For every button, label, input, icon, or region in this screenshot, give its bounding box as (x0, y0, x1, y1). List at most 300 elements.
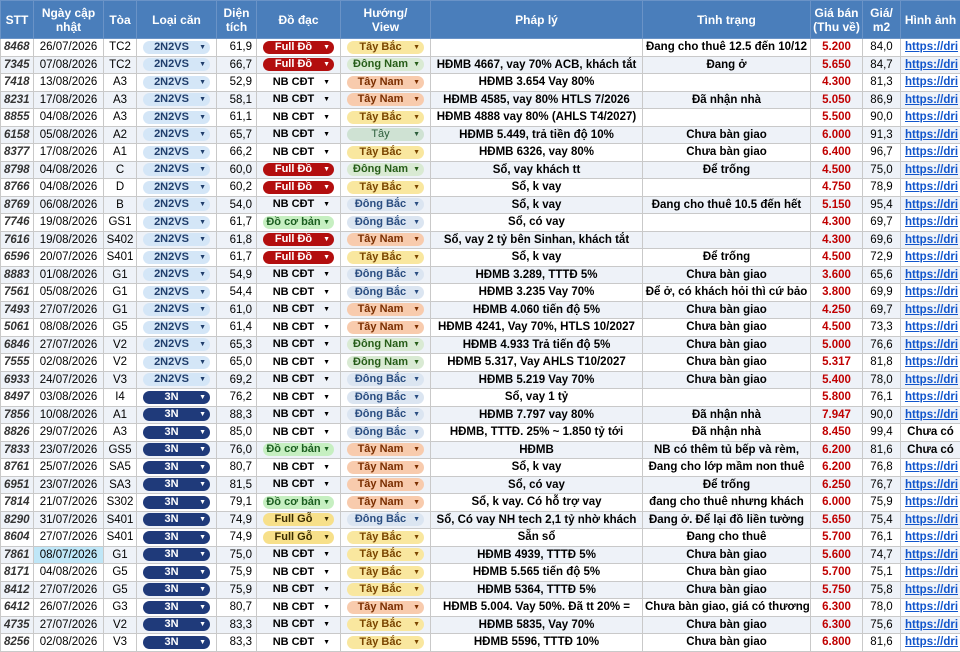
building-cell[interactable]: V3 (104, 634, 137, 652)
direction-dropdown[interactable] (347, 111, 424, 124)
chevron-down-icon[interactable]: ▼ (323, 446, 330, 454)
chevron-down-icon[interactable]: ▼ (323, 533, 330, 541)
table-row[interactable] (1, 581, 960, 599)
stt-cell[interactable]: 8290 (1, 511, 34, 529)
table-row[interactable] (1, 126, 960, 144)
area-cell[interactable]: 54,9 (217, 266, 257, 284)
column-header[interactable]: Hướng/ View (341, 1, 431, 39)
image-link[interactable]: https://dri (901, 494, 960, 512)
unit-type-dropdown[interactable] (143, 391, 210, 404)
price-per-m2-cell[interactable]: 76,6 (863, 336, 901, 354)
furniture-cell[interactable] (257, 459, 341, 477)
building-cell[interactable]: TC2 (104, 56, 137, 74)
date-cell[interactable]: 27/07/2026 (34, 301, 104, 319)
stt-cell[interactable]: 8766 (1, 179, 34, 197)
furniture-cell[interactable] (257, 196, 341, 214)
direction-dropdown[interactable] (347, 321, 424, 334)
furniture-cell[interactable] (257, 634, 341, 652)
direction-dropdown[interactable] (347, 461, 424, 474)
status-cell[interactable]: Để trống (643, 161, 811, 179)
chevron-down-icon[interactable]: ▼ (199, 236, 206, 244)
status-cell[interactable]: Để ở, có khách hỏi thì cứ bảo (643, 284, 811, 302)
chevron-down-icon[interactable]: ▼ (323, 131, 330, 139)
furniture-cell[interactable] (257, 494, 341, 512)
unit-type-cell[interactable] (137, 634, 217, 652)
table-row[interactable] (1, 371, 960, 389)
column-header[interactable]: Hình ảnh (901, 1, 960, 39)
date-cell[interactable]: 27/07/2026 (34, 581, 104, 599)
price-cell[interactable]: 4.500 (811, 249, 863, 267)
table-row[interactable] (1, 424, 960, 442)
unit-type-dropdown[interactable] (143, 618, 210, 631)
date-cell[interactable]: 06/08/2026 (34, 196, 104, 214)
date-cell[interactable]: 05/08/2026 (34, 126, 104, 144)
stt-cell[interactable]: 8855 (1, 109, 34, 127)
furniture-dropdown[interactable] (263, 583, 334, 596)
image-link[interactable]: https://dri (901, 476, 960, 494)
chevron-down-icon[interactable]: ▼ (413, 253, 420, 261)
unit-type-cell[interactable] (137, 336, 217, 354)
furniture-cell[interactable] (257, 581, 341, 599)
chevron-down-icon[interactable]: ▼ (323, 113, 330, 121)
direction-cell[interactable] (341, 581, 431, 599)
furniture-dropdown[interactable] (263, 58, 334, 71)
furniture-cell[interactable] (257, 406, 341, 424)
status-cell[interactable]: Chưa bàn giao (643, 336, 811, 354)
unit-type-dropdown[interactable] (143, 513, 210, 526)
table-row[interactable] (1, 91, 960, 109)
chevron-down-icon[interactable]: ▼ (413, 481, 420, 489)
image-link[interactable]: https://dri (901, 511, 960, 529)
chevron-down-icon[interactable]: ▼ (323, 288, 330, 296)
image-link[interactable]: https://dri (901, 39, 960, 57)
furniture-cell[interactable] (257, 74, 341, 92)
price-cell[interactable]: 5.700 (811, 564, 863, 582)
price-cell[interactable]: 6.200 (811, 459, 863, 477)
unit-type-cell[interactable] (137, 39, 217, 57)
furniture-dropdown[interactable] (263, 443, 334, 456)
furniture-dropdown[interactable] (263, 163, 334, 176)
direction-cell[interactable] (341, 249, 431, 267)
legal-cell[interactable]: HĐMB 5.565 tiến độ 5% (431, 564, 643, 582)
table-row[interactable] (1, 494, 960, 512)
chevron-down-icon[interactable]: ▼ (413, 271, 420, 279)
image-link[interactable]: https://dri (901, 179, 960, 197)
column-header[interactable]: STT (1, 1, 34, 39)
unit-type-cell[interactable] (137, 301, 217, 319)
area-cell[interactable]: 83,3 (217, 616, 257, 634)
date-cell[interactable]: 10/08/2026 (34, 406, 104, 424)
direction-cell[interactable] (341, 546, 431, 564)
chevron-down-icon[interactable]: ▼ (323, 603, 330, 611)
chevron-down-icon[interactable]: ▼ (413, 166, 420, 174)
date-cell[interactable]: 24/07/2026 (34, 371, 104, 389)
stt-cell[interactable]: 6158 (1, 126, 34, 144)
column-header[interactable]: Ngày cập nhật (34, 1, 104, 39)
building-cell[interactable]: G1 (104, 266, 137, 284)
legal-cell[interactable]: Sổ, Có vay NH tech 2,1 tỷ nhờ khách (431, 511, 643, 529)
chevron-down-icon[interactable]: ▼ (199, 498, 206, 506)
chevron-down-icon[interactable]: ▼ (413, 411, 420, 419)
stt-cell[interactable]: 7746 (1, 214, 34, 232)
direction-dropdown[interactable] (347, 601, 424, 614)
stt-cell[interactable]: 7345 (1, 56, 34, 74)
direction-cell[interactable] (341, 634, 431, 652)
chevron-down-icon[interactable]: ▼ (199, 446, 206, 454)
furniture-dropdown[interactable] (263, 198, 334, 211)
price-cell[interactable]: 5.400 (811, 371, 863, 389)
legal-cell[interactable]: HĐMB 5.219 Vay 70% (431, 371, 643, 389)
unit-type-dropdown[interactable] (143, 566, 210, 579)
status-cell[interactable]: Chưa bàn giao (643, 546, 811, 564)
building-cell[interactable]: V2 (104, 336, 137, 354)
building-cell[interactable]: G3 (104, 599, 137, 617)
price-per-m2-cell[interactable]: 84,7 (863, 56, 901, 74)
price-per-m2-cell[interactable]: 95,4 (863, 196, 901, 214)
table-row[interactable] (1, 564, 960, 582)
chevron-down-icon[interactable]: ▼ (413, 78, 420, 86)
unit-type-cell[interactable] (137, 389, 217, 407)
unit-type-dropdown[interactable] (143, 198, 210, 211)
furniture-dropdown[interactable] (263, 391, 334, 404)
area-cell[interactable]: 61,0 (217, 301, 257, 319)
area-cell[interactable]: 52,9 (217, 74, 257, 92)
area-cell[interactable]: 69,2 (217, 371, 257, 389)
legal-cell[interactable]: Sẵn sổ (431, 529, 643, 547)
chevron-down-icon[interactable]: ▼ (413, 621, 420, 629)
legal-cell[interactable]: HĐMB 5.317, Vay AHLS T10/2027 (431, 354, 643, 372)
unit-type-cell[interactable] (137, 599, 217, 617)
status-cell[interactable]: Chưa bàn giao (643, 564, 811, 582)
building-cell[interactable]: V2 (104, 616, 137, 634)
direction-dropdown[interactable] (347, 583, 424, 596)
unit-type-cell[interactable] (137, 441, 217, 459)
building-cell[interactable]: S401 (104, 249, 137, 267)
table-row[interactable] (1, 616, 960, 634)
area-cell[interactable]: 76,2 (217, 389, 257, 407)
unit-type-cell[interactable] (137, 284, 217, 302)
building-cell[interactable]: A3 (104, 91, 137, 109)
furniture-dropdown[interactable] (263, 531, 334, 544)
price-cell[interactable]: 4.750 (811, 179, 863, 197)
furniture-cell[interactable] (257, 301, 341, 319)
date-cell[interactable]: 17/08/2026 (34, 144, 104, 162)
price-per-m2-cell[interactable]: 78,9 (863, 179, 901, 197)
furniture-cell[interactable] (257, 336, 341, 354)
date-cell[interactable]: 05/08/2026 (34, 284, 104, 302)
unit-type-cell[interactable] (137, 266, 217, 284)
status-cell[interactable] (643, 214, 811, 232)
date-cell[interactable]: 07/08/2026 (34, 56, 104, 74)
unit-type-dropdown[interactable] (143, 93, 210, 106)
furniture-dropdown[interactable] (263, 478, 334, 491)
legal-cell[interactable]: HĐMB 4241, Vay 70%, HTLS 10/2027 (431, 319, 643, 337)
building-cell[interactable]: S401 (104, 511, 137, 529)
direction-dropdown[interactable] (347, 286, 424, 299)
direction-cell[interactable] (341, 39, 431, 57)
unit-type-dropdown[interactable] (143, 478, 210, 491)
status-cell[interactable]: Đang cho lớp mầm non thuê (643, 459, 811, 477)
direction-dropdown[interactable] (347, 128, 424, 141)
direction-cell[interactable] (341, 529, 431, 547)
price-per-m2-cell[interactable]: 81,3 (863, 74, 901, 92)
chevron-down-icon[interactable]: ▼ (413, 446, 420, 454)
chevron-down-icon[interactable]: ▼ (323, 78, 330, 86)
legal-cell[interactable]: HĐMB 3.235 Vay 70% (431, 284, 643, 302)
stt-cell[interactable]: 8497 (1, 389, 34, 407)
furniture-cell[interactable] (257, 284, 341, 302)
chevron-down-icon[interactable]: ▼ (199, 428, 206, 436)
unit-type-cell[interactable] (137, 126, 217, 144)
chevron-down-icon[interactable]: ▼ (199, 183, 206, 191)
price-per-m2-cell[interactable]: 72,9 (863, 249, 901, 267)
building-cell[interactable]: G1 (104, 301, 137, 319)
chevron-down-icon[interactable]: ▼ (323, 411, 330, 419)
table-row[interactable] (1, 319, 960, 337)
furniture-dropdown[interactable] (263, 128, 334, 141)
furniture-cell[interactable] (257, 126, 341, 144)
chevron-down-icon[interactable]: ▼ (323, 218, 330, 226)
chevron-down-icon[interactable]: ▼ (199, 463, 206, 471)
price-cell[interactable]: 5.650 (811, 511, 863, 529)
table-row[interactable] (1, 231, 960, 249)
area-cell[interactable]: 88,3 (217, 406, 257, 424)
unit-type-cell[interactable] (137, 564, 217, 582)
furniture-dropdown[interactable] (263, 566, 334, 579)
price-cell[interactable]: 5.650 (811, 56, 863, 74)
legal-cell[interactable]: HĐMB 5596, TTTĐ 10% (431, 634, 643, 652)
unit-type-cell[interactable] (137, 476, 217, 494)
direction-cell[interactable] (341, 564, 431, 582)
stt-cell[interactable]: 6412 (1, 599, 34, 617)
unit-type-cell[interactable] (137, 91, 217, 109)
stt-cell[interactable]: 8883 (1, 266, 34, 284)
furniture-dropdown[interactable] (263, 636, 334, 649)
table-row[interactable] (1, 249, 960, 267)
unit-type-cell[interactable] (137, 144, 217, 162)
table-row[interactable] (1, 336, 960, 354)
furniture-cell[interactable] (257, 231, 341, 249)
price-cell[interactable]: 5.700 (811, 529, 863, 547)
price-per-m2-cell[interactable]: 99,4 (863, 424, 901, 442)
image-link[interactable]: https://dri (901, 319, 960, 337)
building-cell[interactable]: V3 (104, 371, 137, 389)
date-cell[interactable]: 27/07/2026 (34, 616, 104, 634)
price-cell[interactable]: 5.050 (811, 91, 863, 109)
price-cell[interactable]: 5.200 (811, 39, 863, 57)
furniture-dropdown[interactable] (263, 286, 334, 299)
status-cell[interactable] (643, 389, 811, 407)
chevron-down-icon[interactable]: ▼ (199, 481, 206, 489)
column-header[interactable]: Giá bán (Thu về) (811, 1, 863, 39)
price-per-m2-cell[interactable]: 75,4 (863, 511, 901, 529)
furniture-dropdown[interactable] (263, 251, 334, 264)
direction-dropdown[interactable] (347, 146, 424, 159)
chevron-down-icon[interactable]: ▼ (323, 376, 330, 384)
chevron-down-icon[interactable]: ▼ (199, 586, 206, 594)
furniture-cell[interactable] (257, 161, 341, 179)
table-row[interactable] (1, 56, 960, 74)
stt-cell[interactable]: 8171 (1, 564, 34, 582)
price-cell[interactable]: 5.600 (811, 546, 863, 564)
unit-type-cell[interactable] (137, 56, 217, 74)
date-cell[interactable]: 31/07/2026 (34, 511, 104, 529)
legal-cell[interactable]: HĐMB 7.797 vay 80% (431, 406, 643, 424)
area-cell[interactable]: 81,5 (217, 476, 257, 494)
price-cell[interactable]: 5.500 (811, 109, 863, 127)
direction-dropdown[interactable] (347, 41, 424, 54)
stt-cell[interactable]: 7555 (1, 354, 34, 372)
date-cell[interactable]: 26/07/2026 (34, 599, 104, 617)
column-header[interactable]: Giá/ m2 (863, 1, 901, 39)
table-row[interactable] (1, 109, 960, 127)
unit-type-dropdown[interactable] (143, 443, 210, 456)
chevron-down-icon[interactable]: ▼ (199, 288, 206, 296)
area-cell[interactable]: 74,9 (217, 529, 257, 547)
date-cell[interactable]: 02/08/2026 (34, 354, 104, 372)
unit-type-dropdown[interactable] (143, 636, 210, 649)
furniture-dropdown[interactable] (263, 618, 334, 631)
area-cell[interactable]: 65,0 (217, 354, 257, 372)
chevron-down-icon[interactable]: ▼ (199, 551, 206, 559)
stt-cell[interactable]: 8769 (1, 196, 34, 214)
furniture-cell[interactable] (257, 319, 341, 337)
image-link[interactable]: https://dri (901, 406, 960, 424)
furniture-cell[interactable] (257, 424, 341, 442)
table-row[interactable] (1, 179, 960, 197)
price-per-m2-cell[interactable]: 76,1 (863, 529, 901, 547)
direction-dropdown[interactable] (347, 198, 424, 211)
direction-cell[interactable] (341, 284, 431, 302)
chevron-down-icon[interactable]: ▼ (323, 271, 330, 279)
legal-cell[interactable]: HĐMB (431, 441, 643, 459)
price-cell[interactable]: 5.000 (811, 336, 863, 354)
status-cell[interactable]: Đang cho thuê (643, 529, 811, 547)
direction-cell[interactable] (341, 319, 431, 337)
furniture-dropdown[interactable] (263, 268, 334, 281)
price-cell[interactable]: 5.800 (811, 389, 863, 407)
direction-dropdown[interactable] (347, 233, 424, 246)
direction-dropdown[interactable] (347, 618, 424, 631)
furniture-cell[interactable] (257, 266, 341, 284)
chevron-down-icon[interactable]: ▼ (199, 113, 206, 121)
status-cell[interactable]: Chưa bàn giao (643, 144, 811, 162)
furniture-cell[interactable] (257, 441, 341, 459)
direction-dropdown[interactable] (347, 373, 424, 386)
area-cell[interactable]: 58,1 (217, 91, 257, 109)
legal-cell[interactable]: Sổ, k vay (431, 459, 643, 477)
table-row[interactable] (1, 529, 960, 547)
chevron-down-icon[interactable]: ▼ (323, 236, 330, 244)
unit-type-cell[interactable] (137, 459, 217, 477)
column-header[interactable]: Tòa (104, 1, 137, 39)
unit-type-dropdown[interactable] (143, 76, 210, 89)
direction-dropdown[interactable] (347, 443, 424, 456)
direction-cell[interactable] (341, 424, 431, 442)
direction-dropdown[interactable] (347, 478, 424, 491)
chevron-down-icon[interactable]: ▼ (413, 61, 420, 69)
chevron-down-icon[interactable]: ▼ (199, 43, 206, 51)
building-cell[interactable]: S302 (104, 494, 137, 512)
stt-cell[interactable]: 7833 (1, 441, 34, 459)
furniture-dropdown[interactable] (263, 181, 334, 194)
price-per-m2-cell[interactable]: 81,8 (863, 354, 901, 372)
stt-cell[interactable]: 8826 (1, 424, 34, 442)
building-cell[interactable]: TC2 (104, 39, 137, 57)
unit-type-dropdown[interactable] (143, 163, 210, 176)
price-per-m2-cell[interactable]: 75,9 (863, 494, 901, 512)
furniture-cell[interactable] (257, 179, 341, 197)
direction-dropdown[interactable] (347, 566, 424, 579)
furniture-cell[interactable] (257, 91, 341, 109)
image-link[interactable]: https://dri (901, 459, 960, 477)
chevron-down-icon[interactable]: ▼ (199, 131, 206, 139)
direction-cell[interactable] (341, 74, 431, 92)
chevron-down-icon[interactable]: ▼ (323, 586, 330, 594)
chevron-down-icon[interactable]: ▼ (199, 166, 206, 174)
chevron-down-icon[interactable]: ▼ (323, 43, 330, 51)
chevron-down-icon[interactable]: ▼ (413, 568, 420, 576)
stt-cell[interactable]: 8468 (1, 39, 34, 57)
price-per-m2-cell[interactable]: 91,3 (863, 126, 901, 144)
stt-cell[interactable]: 7856 (1, 406, 34, 424)
column-header[interactable]: Diện tích (217, 1, 257, 39)
image-link[interactable]: https://dri (901, 161, 960, 179)
column-header[interactable]: Loại căn (137, 1, 217, 39)
price-per-m2-cell[interactable]: 96,7 (863, 144, 901, 162)
direction-dropdown[interactable] (347, 251, 424, 264)
price-cell[interactable]: 6.800 (811, 634, 863, 652)
legal-cell[interactable]: HĐMB 4667, vay 70% ACB, khách tắt (431, 56, 643, 74)
unit-type-dropdown[interactable] (143, 601, 210, 614)
building-cell[interactable]: A3 (104, 109, 137, 127)
price-per-m2-cell[interactable]: 65,6 (863, 266, 901, 284)
price-cell[interactable]: 6.000 (811, 494, 863, 512)
image-link[interactable]: https://dri (901, 91, 960, 109)
image-link[interactable]: https://dri (901, 56, 960, 74)
furniture-cell[interactable] (257, 616, 341, 634)
direction-cell[interactable] (341, 406, 431, 424)
unit-type-dropdown[interactable] (143, 251, 210, 264)
direction-cell[interactable] (341, 389, 431, 407)
price-cell[interactable]: 3.600 (811, 266, 863, 284)
image-link[interactable]: https://dri (901, 74, 960, 92)
price-per-m2-cell[interactable]: 75,8 (863, 581, 901, 599)
status-cell[interactable]: Chưa bàn giao (643, 634, 811, 652)
table-row[interactable] (1, 511, 960, 529)
direction-cell[interactable] (341, 616, 431, 634)
area-cell[interactable]: 61,9 (217, 39, 257, 57)
chevron-down-icon[interactable]: ▼ (199, 621, 206, 629)
date-cell[interactable]: 04/08/2026 (34, 109, 104, 127)
image-link[interactable]: https://dri (901, 354, 960, 372)
price-per-m2-cell[interactable]: 84,0 (863, 39, 901, 57)
table-row[interactable] (1, 406, 960, 424)
status-cell[interactable]: Chưa bàn giao (643, 319, 811, 337)
date-cell[interactable]: 26/07/2026 (34, 39, 104, 57)
legal-cell[interactable]: Sổ, k vay (431, 249, 643, 267)
image-link[interactable]: Chưa có (901, 441, 960, 459)
status-cell[interactable]: Đang cho thuê 10.5 đến hết (643, 196, 811, 214)
area-cell[interactable]: 83,3 (217, 634, 257, 652)
unit-type-dropdown[interactable] (143, 531, 210, 544)
table-row[interactable] (1, 214, 960, 232)
status-cell[interactable]: Đã nhận nhà (643, 424, 811, 442)
chevron-down-icon[interactable]: ▼ (323, 393, 330, 401)
stt-cell[interactable]: 7814 (1, 494, 34, 512)
stt-cell[interactable]: 7418 (1, 74, 34, 92)
furniture-dropdown[interactable] (263, 408, 334, 421)
